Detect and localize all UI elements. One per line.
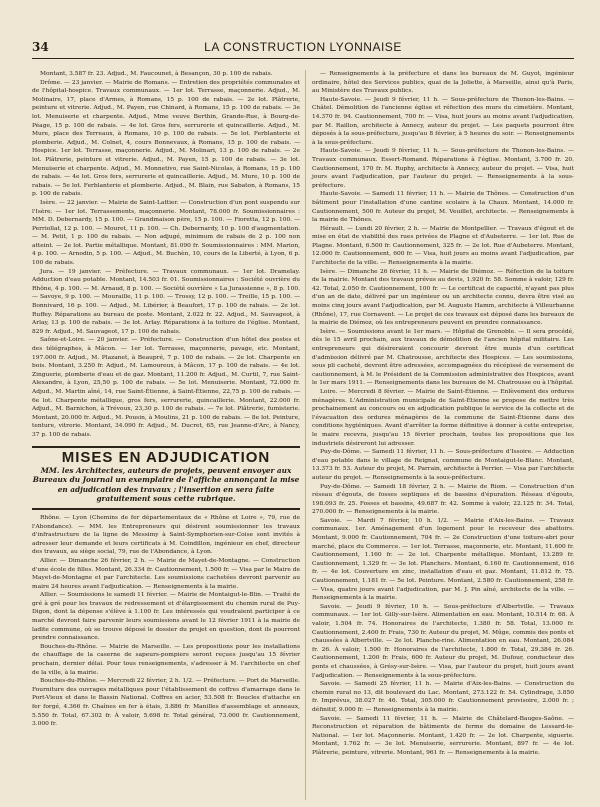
notice-paragraph: — Renseignements à la préfecture et dans les bureaux de M. Guyot, ingénieur ordinaire, hôtel des Services publics, quai de la Joliette, à Marseille, ainsi qu'à Paris, au Ministère des Travaux publics. bbox=[312, 71, 574, 95]
notice-paragraph: Saône-et-Loire. — 20 janvier. — Préfecture. — Construction d'un hôtel des postes et des télégraphes, à Mâcon. — 1er lot. Terrasse, maçonnerie, pavage, etc. Montant, 197.000 fr. Adjud., M. Plazanet, à Beaupré, 7 p. 100 de rabais. — 2e lot. Charpente en bois. Montant, 3.250 fr. Adjud., M. Lamoureux, à Mâcon, 17 p. 100 de rabais. — 4e lot. Zinguerie, plomberie d'eau et de gaz. Montant, 11.200 fr. Adjud., M. Curtil, 7, rue Saint-Alexandre, à Lyon, 25,50 p. 100 de rabais. — 5e lot. Menuiserie. Montant, 72.000 fr. Adjud., M. Martin aîné, 14, rue Saint-Étienne, à Saint-Étienne, 22,75 p. 100 de rabais. — 6e lot. Charpente métallique, gros fers, serrurerie, quincaillerie. Montant, 22.000 fr. Adjud., M. Barnichon, à Trévoux, 23,30 p. 100 de rabais. — 7e lot. Plâtrerie, fumisterie. Montant, 20.000 fr. Adjud., M. Pousin, à Moulins, 21 p. 100 de rabais. — 8e lot. Peinture, tenture, vitrerie. Montant, 34.090 fr. Adjud., M. Ducret, 65, rue Jeanne-d'Arc, à Nancy, 37 p. 100 de rabais. bbox=[32, 337, 300, 438]
notice-paragraph: Montant, 3.587 fr. 23. Adjud., M. Faucounet, à Besançon, 30 p. 100 de rabais. bbox=[40, 71, 273, 77]
notice-paragraph: Haute-Savoie. — Jeudi 9 février, 11 h. — Sous-préfecture de Thonon-les-Bains. — Châtel. Démolition de l'ancienne église et réfection des murs du cimetière. Montant, 14.370 fr. 94. Cautionnement, 700 fr. — Visa, huit jours au moins avant l'adjudication, par M. Raillon, architecte à Annecy, auteur du projet. — Les paquets pourront être déposés à la sous-préfecture, jusqu'au 8 février, à 5 heures du soir. — Renseignements à la sous-préfecture. bbox=[312, 96, 574, 146]
section-intro: MM. les Architectes, auteurs de projets, peuvent envoyer aux Bureaux du Journal un exemplaire de l'affiche annonçant la mise en adjudication des travaux ; l'insertion en sera faite gratuitement sous cette rubrique. bbox=[32, 466, 300, 503]
section-title: MISES EN ADJUDICATION bbox=[61, 448, 271, 466]
page-header bbox=[32, 40, 574, 59]
notice-paragraph: Allier. — Soumissions le samedi 11 février. — Mairie de Montaigut-le-Blin. — Traité de gré à gré pour les travaux de redressement et d'élargissement du chemin rural de Puy-Digon, dont la dépense s'élève à 1.100 fr. Les intéressés qui voudraient participer à ce marché devront faire parvenir leurs soumissions avant le 12 février 1911 à la mairie de ladite commune, où se trouve déposé le dossier du projet en question, dont ils pourront prendre connaissance. bbox=[32, 592, 300, 642]
notice-paragraph: Hérault. — Lundi 20 février, 2 h. — Mairie de Montpellier. — Travaux d'égout et de mise en état de viabilité des rues privées de Plagne et d'Aubeterre. — 1er lot. Rue de Plagne. Montant, 6.500 fr. Cautionnement, 325 fr. — 2e lot. Rue d'Aubeterre. Montant, 12.000 fr. Cautionnement, 600 fr. — Visa, huit jours au moins avant l'adjudication, par l'architecte de la ville. — Renseignements à la mairie. bbox=[312, 225, 574, 267]
notice-paragraph: Allier. — Dimanche 26 février, 2 h. — Mairie de Mayet-de-Montagne. — Construction d'une école de filles. Montant, 26.334 fr. Cautionnement, 1.500 fr. — Visa par le Maire de Mayet-de-Montagne et par l'architecte. Les soumissions cachetées devront parvenir au maire 24 heures avant l'adjudication. — Renseignements à la mairie. bbox=[32, 557, 300, 590]
notice-paragraph: Haute-Savoie. — Jeudi 9 février, 11 h. — Sous-préfecture de Thonon-les-Bains. — Travaux communaux. Essert-Romand. Réparations à l'église. Montant, 3.700 fr. 20. Cautionnement, 170 fr. M. Ruphy, architecte à Annecy, auteur du projet. — Visa, huit jours avant l'adjudication, par l'auteur du projet. — Renseignements à la sous-préfecture. bbox=[312, 148, 574, 189]
notice-paragraph: Isère. — Soumissions avant le 1er mars. — Hôpital de Grenoble. — Il sera procédé, dès le 15 avril prochain, aux travaux de démolition de l'ancien hôpital militaire. Les entrepreneurs qui désireraient concourir devront être munis d'un certificat d'admission délivré par M. Chatrousse, architecte des Hospices. — Les soumissions, sous pli cacheté, devront être adressées, accompagnées du récépissé de versement de cautionnement, à M. le Président de la Commission administrative des Hospices, avant le 1er mars 1911. — Renseignements dans les bureaux de M. Chatrousse ou à l'hôpital. bbox=[312, 328, 574, 387]
journal-title: LA CONSTRUCTION LYONNAISE bbox=[204, 40, 402, 54]
column-divider bbox=[305, 70, 306, 800]
notice-paragraph: Savoie. — Jeudi 9 février, 10 h. — Sous-préfecture d'Albertville. — Travaux communaux. — 1er lot. Gilly-sur-Isère. Alimentation en eau. Montant, 10.514 fr. 68. À valoir, 1.504 fr. 74. Honoraires de l'architecte, 1.380 fr. 58. Total, 13.000 fr. Cautionnement, 2.400 fr. Frais, 730 fr. Auteur du projet, M. Mûge, commis des ponts et chaussées à Albertville. — 2e lot. Planche-rine. Alimentation en eau. Montant, 26.084 fr. 26. À valoir, 1.500 fr. Honoraires de l'architecte, 1.800 fr. Total, 29.384 fr. 26. Cautionnement, 1.200 fr. Frais, 600 fr. Auteur du projet, M. Dufour, conducteur des ponts et chaussées, à Grésy-sur-Isère. — Visa, par l'auteur du projet, huit jours avant l'adjudication. — Renseignements à la sous-préfecture. bbox=[312, 603, 574, 679]
notice-paragraph: Puy-de-Dôme. — Samedi 18 février, 2 h. — Mairie de Riom. — Construction d'un réseau d'égouts, de fosses septiques et de bassins d'épuration. Réseau d'égouts, 198.093 fr. 25. Fosses et bassins, 49.687 fr. 42. Somme à valoir, 22.125 fr. 34. Total, 270.000 fr. — Renseignements à la mairie. bbox=[312, 483, 574, 516]
notice-paragraph: Haute-Savoie. — Samedi 11 février, 11 h. — Mairie de Thônes. — Construction d'un bâtiment pour l'installation d'une cantine scolaire à la Chaux. Montant, 14.000 fr. Cautionnement, 500 fr. Auteur du projet, M. Veuillet, architecte. — Renseignements à la mairie de Thônes. bbox=[312, 191, 574, 224]
adjudication-box bbox=[32, 446, 300, 510]
notice-paragraph: Savoie. — Mardi 7 février, 10 h. 1/2. — Mairie d'Aix-les-Bains. — Travaux communaux. 1er. Aménagement d'un logement pour le receveur des abattoirs. Montant, 9.000 fr. Cautionnement, 704 fr. — 2e Construction d'une toiture-abri pour marché, place du Commerce. — 1er lot. Terrasse, maçonnerie, etc. Montant, 11.600 fr. Cautionnement, 1.160 fr. — 2e lot. Charpente métallique. Montant, 13.289 fr. Cautionnement, 1.329 fr. — 3e lot. Planchers. Montant, 6.160 fr. Cautionnement, 616 fr. — 4e lot. Couverture en zinc, installation d'eau et gaz. Montant, 11.812 fr. 75. Cautionnement, 1.181 fr. — 5e lot. Peinture. Montant, 2.580 fr. Cautionnement, 258 fr. — Visa, quatre jours avant l'adjudication, par M. J. Pin aîné, architecte de la ville. — Renseignements à la mairie. bbox=[312, 517, 574, 602]
notice-paragraph: Savoie. — Samedi 11 février, 11 h. — Mairie de Châtelard-Bauges-Saône. — Reconstruction et réparation de bâtiments de ferme du domaine de Lessard-le-National. — 1er lot. Maçonnerie. Montant, 1.420 fr. — 2e lot. Charpente, siguerie. Montant, 1.762 fr. — 3e lot. Menuiserie, serrurerie. Montant, 897 fr. — 4e lot. Plâtrerie, peinture, vitrerie. Montant, 961 fr. — Renseignements à la mairie. bbox=[312, 715, 574, 756]
left-column bbox=[32, 70, 300, 729]
notice-paragraph: Isère. — Dimanche 26 février, 11 h. — Mairie de Diémoz. — Réfection de la toiture de la mairie. Montant des travaux prévus au devis, 1.920 fr. 58. Somme à valoir, 129 fr. 42. Total, 2.050 fr. Cautionnement, 100 fr. — Le certificat de capacité, n'ayant pas plus d'un an de date, délivré par un ingénieur ou un architecte connu, devra être visé au moins cinq jours avant l'adjudication, par M. Auguste Hamm, architecte à Villeurbanne (Rhône), 17, rue Cornavent. — Le projet de ces travaux est déposé dans les bureaux de la mairie de Diémoz, où les entrepreneurs peuvent en prendre connaissance. bbox=[312, 268, 574, 327]
notice-paragraph: Isère. — 22 janvier. — Mairie de Saint-Lattier. — Construction d'un pont suspendu sur l'Isère. — 1er lot. Terrassements, maçonnerie. Montant, 78.000 fr. Soumissionnaires : MM. D. Debernardy, 15 p. 100. — Grandmaison père, 15 p. 100. — Fioretta, 12 p. 100. — Perriollat, 12 p. 100. — Mouret, 11 p. 100. — Ch. Debernardy, 10 p. 100 d'augmentation. — M. Petit, 1 p. 100 de rabais. — Non adjugé, minimum de rabais de 2 p. 100 non atteint. — 2e lot. Partie métallique. Montant, 81.090 fr. Soumissionnaires : MM. Marion, 4 p. 100. — Arnodin, 5 p. 100. — Adjud., M. Buchèn, 10, cours de la Liberté, à Lyon, 6 p. 100 de rabais. bbox=[32, 199, 300, 267]
notice-paragraph: Rhône. — Lyon (Chemins de fer départementaux de « Rhône et Loire », 79, rue de l'Abondance). — MM. les Entrepreneurs qui désirent soumissionner les travaux d'infrastructure de la ligne de Messimy à Saint-Symphorien-sur-Coise sont invités à adresser leur demande et leurs certificats à M. Coindillon, ingénieur en chef, directeur des travaux, au siège social, 79, rue de l'Abondance, à Lyon. bbox=[32, 514, 300, 556]
notice-paragraph: Puy-de-Dôme. — Samedi 11 février, 11 h. — Sous-préfecture d'Issoire. — Adduction d'eau potable dans le village de Reignat, commune de Montaigut-le-Blanc. Montant, 13.373 fr. 53. Auteur du projet, M. Parrain, architecte à Perrier. — Visa par l'architecte auteur du projet. — Renseignements à la sous-préfecture. bbox=[312, 449, 574, 481]
page-number: 34 bbox=[32, 40, 49, 54]
notice-paragraph: Savoie. — Samedi 25 février, 11 h. — Mairie d'Aix-les-Bains. — Construction du chemin rural no 13, dit boulevard du Lac. Montant, 273.122 fr. 54. Cylindrage, 3.850 fr. Imprévus, 38.027 fr. 46. Total, 305.000 fr. Cautionnement provisoire, 2.000 fr. ; définitif, 9.000 fr. — Renseignements à la mairie. bbox=[312, 681, 574, 713]
notice-paragraph: Bouches-du-Rhône. — Mairie de Marseille. — Les propositions pour les installations de chauffage de la caserne de sapeurs-pompiers seront reçues jusqu'au 15 février prochain, dernier délai. Pour tous renseignements, s'adresser à M. l'architecte en chef de la ville, à la mairie. bbox=[32, 643, 300, 676]
notice-paragraph: Bouches-du-Rhône. — Mercredi 22 février, 2 h. 1/2. — Préfecture. — Port de Marseille. Fourniture des ouvrages métalliques pour l'établissement de coffres d'amarrage dans le Port-Vieux et dans le Bassin National. Coffres en acier, 53.508 fr. Boucles d'attache en fer forgé, 4.366 fr. Chaînes en fer à étais, 3.886 fr. Manilles d'assemblage et anneaux, 5.550 fr. Total, 67.302 fr. À valoir, 5.698 fr. Total général, 73.000 fr. Cautionnement, 3.000 fr. bbox=[32, 678, 300, 728]
right-column bbox=[312, 70, 574, 758]
notice-paragraph: Loire. — Mercredi 8 février. — Mairie de Saint-Étienne. — Enlèvement des ordures ménagères. L'Administration municipale de Saint-Étienne se propose de mettre très prochainement au concours ou en adjudication publique le service de la collecte et de l'évacuation des ordures ménagères de la commune de Saint-Étienne dans des conditions hygiéniques. Avant d'arrêter la forme définitive à donner à cette entreprise, le maire recevra, jusqu'au 15 février prochain, toutes les propositions que les industriels désireront lui adresser. bbox=[312, 388, 574, 447]
notice-paragraph: Drôme. — 23 janvier. — Mairie de Romans. — Entretien des propriétés communales et de l'hôpital-hospice. Travaux communaux. — 1er lot. Terrasse, maçonnerie. Adjud., M. Molinaire, 17, place d'Armes, à Romans, 15 p. 100 de rabais. — 2e lot. Plâtrerie, peinture et vitrerie. Adjud., M. Payen, rue Chinard, à Romans, 15 p. 100 de rabais. — 3e lot. Menuiserie et charpente. Adjud., Mme veuve Berthin, Grande-Rue, à Bourg-de-Péage, 15 p. 100 de rabais. — 4e lot. Gros fers, serrurerie et quincaillerie. Adjud., M. Mure, place des Terreaux, à Romans, 10 p. 100 de rabais. — 5e lot. Ferblanterie et plomberie. Adjud., M. Colnet, 4, cours Bonnevaux, à Romans, 15 p. 100 de rabais. — Hospice. 1er lot. Terrasse, maçonnerie. Adjud., M. Molinari, 13 p. 100 de rabais. — 2e lot. Plâtrerie, peinture et vitrerie. Adjud., M. Payen, 15 p. 100 de rabais. — 3e lot. Menuiserie et charpente. Adjud., M. Monnetivo, rue Saint-Nicolas, à Romans, 15 p. 100 de rabais. — 4e lot. Gros fers, serrurerie et quincaillerie. Adjud., M. Mure, 10 p. 100 de rabais. — 5e lot. Ferblanterie et plomberie. Adjud., M. Blain, rue Sabaton, à Romans, 15 p. 100 de rabais. bbox=[32, 79, 300, 198]
notice-paragraph: Jura. — 19 janvier. — Préfecture. — Travaux communaux. — 1er lot. Dramelay. Adduction d'eau potable. Montant, 14.503 fr. 01. Soumissionnaires : Société ouvrière du Rhône, 4 p. 100. — M. Arnaud, 8 p. 100. — Société ouvrière « La Jurassienne », 8 p. 100. — Savoye, 9 p. 100. — Mouraille, 11 p. 100. — Trossy, 12 p. 100. — Treille, 15 p. 100. — Bonnivard, 16 p. 100. — Adjud., M. Libérier, à Beaufort, 17 p. 100 de rabais. — 2e lot. Ruffey. Réparations au bureau de poste. Montant, 2.022 fr. 22. Adjud., M. Sauvageot, à Arlay, 13 p. 100 de rabais. — 3e lot. Arlay. Réparations à la toiture de l'église. Montant, 829 fr. Adjud., M. Sauvageot, 17 p. 100 de rabais. bbox=[32, 268, 300, 335]
